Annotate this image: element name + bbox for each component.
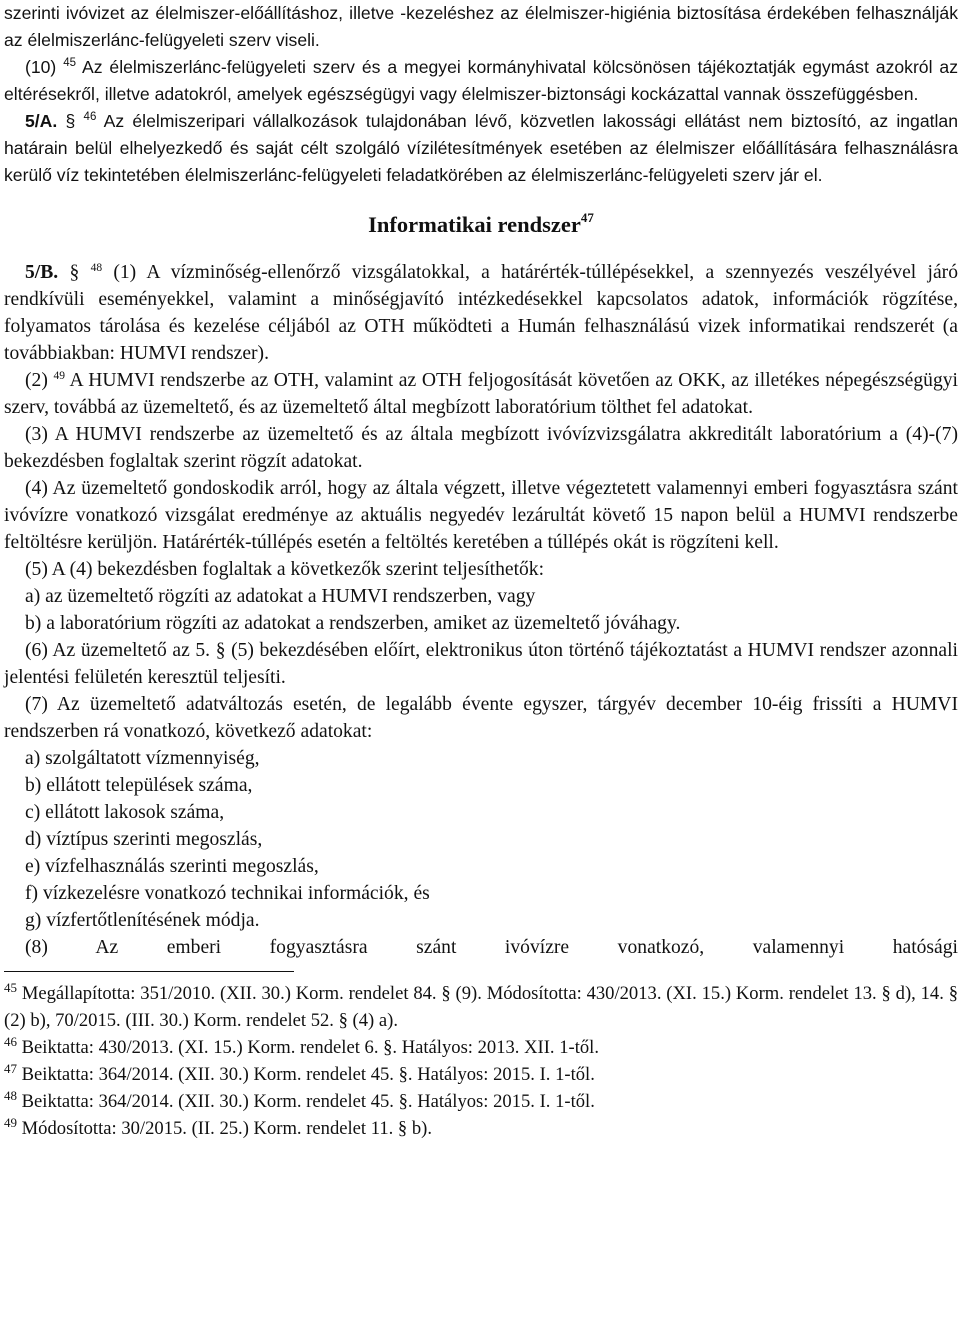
section-text: Az élelmiszeripari vállalkozások tulajdonában lévő, közvetlen lakossági ellátást nem biztosító, az ingatlan határain belül elhelyezkedő és saját célt szolgáló vízilétesítmények esetében az élelmiszer előállítására felhasználásra kerülő víz tekintetében élelmiszerlánc-felügyeleti feladatkörében az élelmiszerlánc-felügyeleti szerv jár el. [4, 111, 958, 185]
document-page [4, 0, 958, 1142]
section-5a [4, 108, 958, 189]
paragraph-3: (3) A HUMVI rendszerbe az üzemeltető és az általa megbízott ivóvízvizsgálatra akkreditált laboratórium a (4)-(7) bekezdésben foglaltak szerint rögzít adatokat. [4, 424, 958, 472]
paragraph-7-list [4, 745, 958, 934]
footnote-text: Módosította: 30/2015. (II. 25.) Korm. rendelet 11. § b). [17, 1118, 433, 1139]
paragraph-8: (8) Az emberi fogyasztásra szánt ivóvízre vonatkozó, valamennyi hatósági [25, 937, 958, 958]
list-item: b) a laboratórium rögzíti az adatokat a rendszerben, amiket az üzemeltető jóváhagy. [25, 613, 681, 634]
footnote-number: 49 [4, 1115, 17, 1130]
section-label: 5/B. [25, 262, 59, 283]
footnote-item [4, 1115, 958, 1142]
footnote-item [4, 1061, 958, 1088]
paragraph-7: (7) Az üzemeltető adatváltozás esetén, de legalább évente egyszer, tárgyév december 10-éig frissíti a HUMVI rendszerben rá vonatkozó, következő adatokat: [4, 694, 958, 742]
paragraph-6: (6) Az üzemeltető az 5. § (5) bekezdésében előírt, elektronikus úton történő tájékoztatást a HUMVI rendszer azonnali jelentési felületén keresztül teljesíti. [4, 640, 958, 688]
footnotes [4, 980, 958, 1142]
footnote-text: Beiktatta: 364/2014. (XII. 30.) Korm. rendelet 45. §. Hatályos: 2015. I. 1-től. [17, 1091, 595, 1112]
footnote-number: 46 [4, 1034, 17, 1049]
paragraph-text: Az élelmiszerlánc-felügyeleti szerv és a megyei kormányhivatal kölcsönösen tájékoztatják egymást azokról az eltérésekről, illetve adatokról, amelyek egészségügyi vagy élelmiszer-biztonsági kockázattal vannak összefüggésben. [4, 57, 958, 104]
footnote-number: 47 [4, 1061, 17, 1076]
paragraph-5: (5) A (4) bekezdésben foglaltak a következők szerint teljesíthetők: [25, 559, 545, 580]
list-item: d) víztípus szerinti megoszlás, [25, 829, 263, 850]
footnote-ref[interactable]: 48 [90, 262, 103, 274]
footnote-number: 45 [4, 980, 17, 995]
paragraph-text: A HUMVI rendszerbe az OTH, valamint az OTH feljogosítását követően az OKK, az illetékes népegészségügyi szerv, továbbá az üzemeltető, és az üzemeltető által megbízott laboratórium tölthet fel adatokat. [4, 370, 958, 418]
footnote-text: Beiktatta: 364/2014. (XII. 30.) Korm. rendelet 45. §. Hatályos: 2015. I. 1-től. [17, 1064, 595, 1085]
paragraph-intro: szerinti ivóvizet az élelmiszer-előállításhoz, illetve -kezeléshez az élelmiszer-higiénia biztosítása érdekében felhasználják az élelmiszerlánc-felügyeleti szerv viseli. [4, 3, 958, 50]
paragraph-10 [4, 54, 958, 108]
paragraph-text: (1) A vízminőség-ellenőrző vizsgálatokkal, a határérték-túllépésekkel, a szennyezés veszélyével járó rendkívüli eseményekkel, valamint a minőségjavító intézkedésekkel kapcsolatos adatok, információk rögzítése, folyamatos tárolása és kezelése céljából az OTH működteti a Humán felhasználású vizek informatikai rendszerét (a továbbiakban: HUMVI rendszer). [4, 262, 958, 364]
paragraph-number: (10) [25, 57, 57, 77]
section-sign: § [58, 262, 80, 283]
footnote-ref[interactable]: 49 [53, 370, 65, 382]
footnote-divider [4, 971, 294, 972]
paragraph-number: (2) [25, 370, 48, 391]
footnote-ref[interactable]: 47 [580, 210, 594, 225]
section-heading [4, 211, 958, 239]
list-item: b) ellátott települések száma, [25, 775, 253, 796]
list-item: a) az üzemeltető rögzíti az adatokat a HUMVI rendszerben, vagy [25, 586, 536, 607]
list-item: f) vízkezelésre vonatkozó technikai információk, és [25, 883, 430, 904]
heading-text: Informatikai rendszer [368, 212, 581, 237]
section-5b [4, 259, 958, 367]
footnote-number: 48 [4, 1088, 17, 1103]
footnote-item [4, 1034, 958, 1061]
section-label: 5/A. [25, 111, 58, 131]
footnote-ref[interactable]: 45 [63, 57, 77, 69]
footnote-item [4, 1088, 958, 1115]
list-item: e) vízfelhasználás szerinti megoszlás, [25, 856, 319, 877]
footnote-text: Megállapította: 351/2010. (XII. 30.) Korm. rendelet 84. § (9). Módosította: 430/2013. (XI. 15.) Korm. rendelet 13. § d), 14. § (2) b), 70/2015. (III. 30.) Korm. rendelet 52. § (4) a). [4, 983, 958, 1031]
section-sign: § [57, 111, 76, 131]
footnote-item [4, 980, 958, 1034]
list-item: a) szolgáltatott vízmennyiség, [25, 748, 260, 769]
list-item: c) ellátott lakosok száma, [25, 802, 225, 823]
paragraph-2 [4, 367, 958, 421]
footnote-ref[interactable]: 46 [83, 111, 97, 123]
footnote-text: Beiktatta: 430/2013. (XI. 15.) Korm. rendelet 6. §. Hatályos: 2013. XII. 1-től. [17, 1037, 599, 1058]
list-item: g) vízfertőtlenítésének módja. [25, 910, 260, 931]
paragraph-4: (4) Az üzemeltető gondoskodik arról, hogy az általa végzett, illetve végeztetett valamennyi emberi fogyasztásra szánt ivóvízre vonatkozó vizsgálat eredménye az aktuális negyedév lezárultát követő 15 napon belül a HUMVI rendszerbe feltöltésre kerüljön. Határérték-túllépés esetén a feltöltés keretében a túllépés okát is rögzíteni kell. [4, 478, 958, 553]
